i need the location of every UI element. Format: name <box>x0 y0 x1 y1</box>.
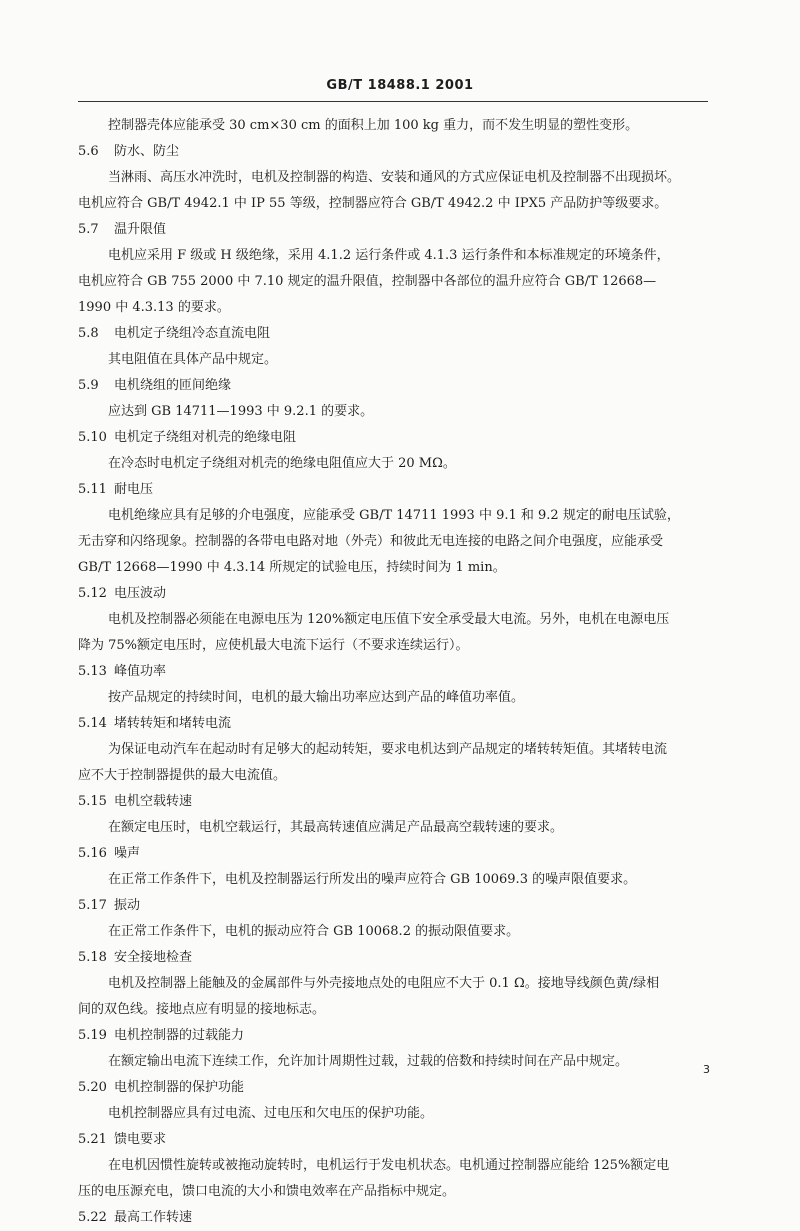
section-title: 电压波动 <box>114 586 167 601</box>
section-number: 5.22 <box>78 1210 107 1225</box>
paragraph-line: 电机应符合 GB 755 2000 中 7.10 规定的温升限值，控制器中各部位的温升应符合 GB/T 12668— <box>78 274 657 289</box>
section-heading <box>78 477 714 503</box>
paragraph-line: 应不大于控制器提供的最大电流值。 <box>78 768 287 783</box>
section-number: 5.9 <box>78 378 99 393</box>
section-number: 5.13 <box>78 664 107 679</box>
page-header: GB/T 18488.1 2001 <box>326 78 474 93</box>
section-number: 5.6 <box>78 144 99 159</box>
paragraph-line: 在正常工作条件下，电机及控制器运行所发出的噪声应符合 GB 10069.3 的噪声限值要求。 <box>108 872 637 887</box>
paragraph-line: 在额定输出电流下连续工作，允许加计周期性过载，过载的倍数和持续时间在产品中规定。 <box>108 1054 629 1069</box>
paragraph-line: 电机及控制器必须能在电源电压为 120%额定电压值下安全承受最大电流。另外，电机在电源电压 <box>108 612 670 627</box>
paragraph-line: 应达到 GB 14711—1993 中 9.2.1 的要求。 <box>108 404 374 419</box>
paragraph-line: 当淋雨、高压水冲洗时，电机及控制器的构造、安装和通风的方式应保证电机及控制器不出现损坏。 <box>108 170 681 185</box>
document-body <box>78 113 714 1231</box>
section-title: 耐电压 <box>114 482 154 497</box>
section-title: 防水、防尘 <box>114 144 180 159</box>
section-title: 安全接地检查 <box>114 950 193 965</box>
section-number: 5.12 <box>78 586 107 601</box>
section-heading <box>78 841 714 867</box>
paragraph-line: 控制器壳体应能承受 30 cm×30 cm 的面积上加 100 kg 重力，而不发生明显的塑性变形。 <box>108 118 639 133</box>
section-title: 电机定子绕组冷态直流电阻 <box>114 326 271 341</box>
section-title: 电机定子绕组对机壳的绝缘电阻 <box>114 430 297 445</box>
header-rule <box>78 101 708 102</box>
paragraph-line: 按产品规定的持续时间，电机的最大输出功率应达到产品的峰值功率值。 <box>108 690 525 705</box>
section-number: 5.21 <box>78 1132 107 1147</box>
paragraph-line: 电机应符合 GB/T 4942.1 中 IP 55 等级，控制器应符合 GB/T 4942.2 中 IPX5 产品防护等级要求。 <box>78 196 668 211</box>
section-heading <box>78 373 714 399</box>
section-heading <box>78 321 714 347</box>
section-title: 电机控制器的保护功能 <box>114 1080 245 1095</box>
paragraph-line: 在正常工作条件下，电机的振动应符合 GB 10068.2 的振动限值要求。 <box>108 924 520 939</box>
section-number: 5.15 <box>78 794 107 809</box>
paragraph-line: 电机绝缘应具有足够的介电强度，应能承受 GB/T 14711 1993 中 9.1 和 9.2 规定的耐电压试验， <box>108 508 680 523</box>
paragraph-line: 在冷态时电机定子绕组对机壳的绝缘电阻值应大于 20 MΩ。 <box>108 456 456 471</box>
paragraph-line: 电机及控制器上能触及的金属部件与外壳接地点处的电阻应不大于 0.1 Ω。接地导线颜色黄/绿相 <box>108 976 660 991</box>
section-heading <box>78 893 714 919</box>
paragraph-line: 在电机因惯性旋转或被拖动旋转时，电机运行于发电机状态。电机通过控制器应能给 125%额定电 <box>108 1158 670 1173</box>
paragraph-line: 在额定电压时，电机空载运行，其最高转速值应满足产品最高空载转速的要求。 <box>108 820 564 835</box>
paragraph-line: 电机应采用 F 级或 H 级绝缘，采用 4.1.2 运行条件或 4.1.3 运行条件和本标准规定的环境条件， <box>108 248 670 263</box>
paragraph-line: 无击穿和闪络现象。控制器的各带电电路对地（外壳）和彼此无电连接的电路之间介电强度，应能承受 <box>78 534 664 549</box>
section-number: 5.10 <box>78 430 107 445</box>
section-number: 5.20 <box>78 1080 107 1095</box>
section-heading <box>78 425 714 451</box>
section-title: 电机空载转速 <box>114 794 193 809</box>
section-title: 馈电要求 <box>114 1132 167 1147</box>
section-heading <box>78 711 714 737</box>
section-title: 电机绕组的匝间绝缘 <box>114 378 232 393</box>
section-heading <box>78 1075 714 1101</box>
section-heading <box>78 581 714 607</box>
section-number: 5.17 <box>78 898 107 913</box>
section-title: 振动 <box>114 898 141 913</box>
section-title: 噪声 <box>114 846 141 861</box>
section-heading <box>78 1205 714 1231</box>
section-heading <box>78 945 714 971</box>
paragraph-line: 压的电压源充电，馈口电流的大小和馈电效率在产品指标中规定。 <box>78 1184 456 1199</box>
section-number: 5.16 <box>78 846 107 861</box>
paragraph-line: 1990 中 4.3.13 的要求。 <box>78 300 230 315</box>
section-number: 5.7 <box>78 222 99 237</box>
section-number: 5.11 <box>78 482 107 497</box>
section-heading <box>78 1127 714 1153</box>
section-heading <box>78 217 714 243</box>
paragraph-line: 降为 75%额定电压时，应使机最大电流下运行（不要求连续运行）。 <box>78 638 469 653</box>
section-heading <box>78 1023 714 1049</box>
section-title: 堵转转矩和堵转电流 <box>114 716 232 731</box>
paragraph-line: 间的双色线。接地点应有明显的接地标志。 <box>78 1002 326 1017</box>
section-title: 最高工作转速 <box>114 1210 193 1225</box>
section-title: 峰值功率 <box>114 664 167 679</box>
paragraph-line: 电机控制器应具有过电流、过电压和欠电压的保护功能。 <box>108 1106 434 1121</box>
section-title: 温升限值 <box>114 222 167 237</box>
section-heading <box>78 139 714 165</box>
section-number: 5.19 <box>78 1028 107 1043</box>
paragraph-line: 为保证电动汽车在起动时有足够大的起动转矩，要求电机达到产品规定的堵转转矩值。其堵转电流 <box>108 742 668 757</box>
section-number: 5.18 <box>78 950 107 965</box>
section-heading <box>78 659 714 685</box>
section-title: 电机控制器的过载能力 <box>114 1028 245 1043</box>
page-number: 3 <box>703 1063 710 1076</box>
section-number: 5.8 <box>78 326 99 341</box>
paragraph-line: 其电阻值在具体产品中规定。 <box>108 352 278 367</box>
paragraph-line: GB/T 12668—1990 中 4.3.14 所规定的试验电压，持续时间为 1 min。 <box>78 560 506 575</box>
section-heading <box>78 789 714 815</box>
section-number: 5.14 <box>78 716 107 731</box>
